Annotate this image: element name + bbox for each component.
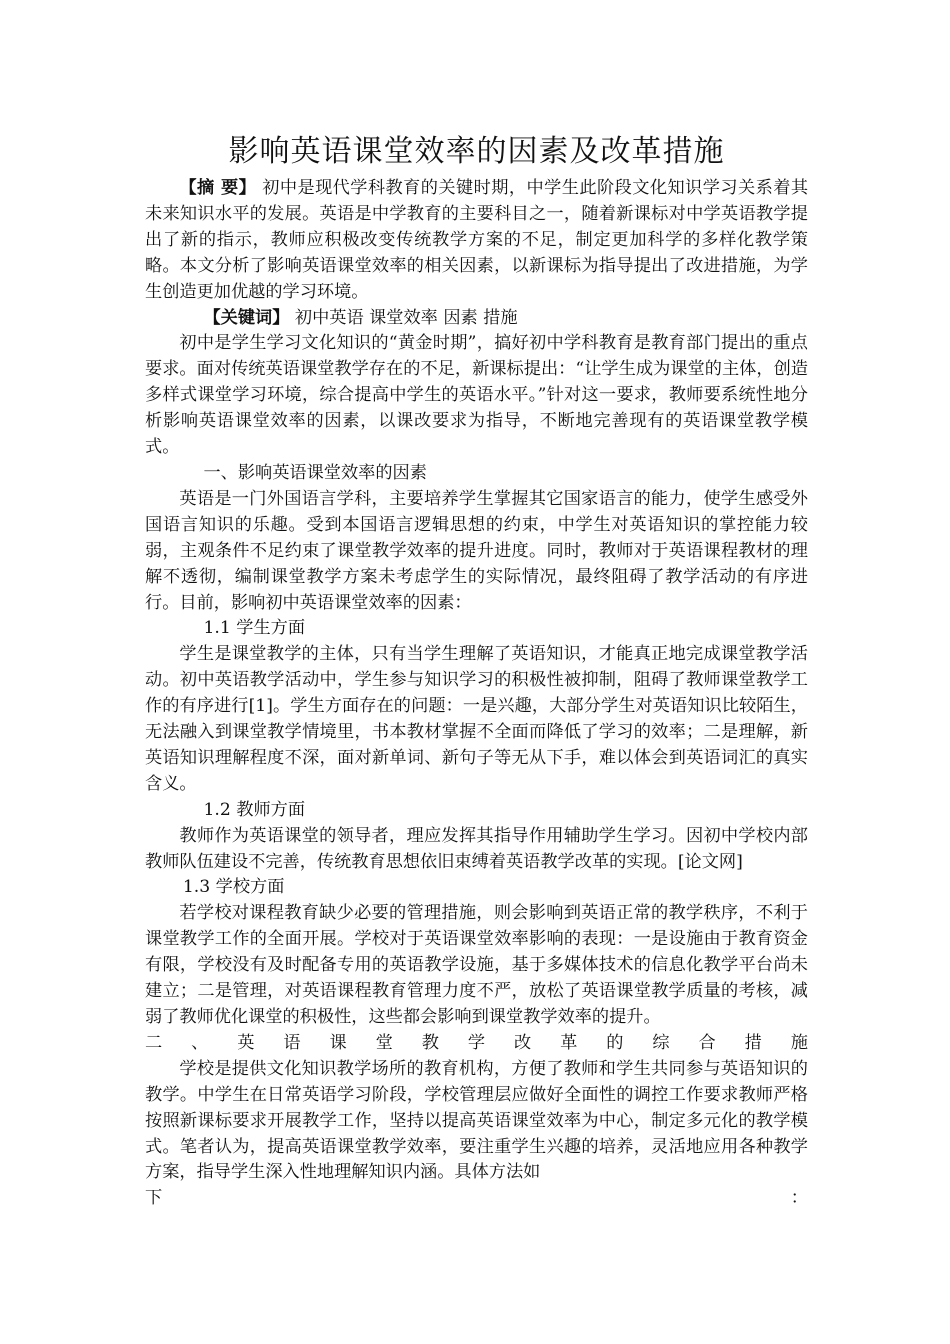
abstract-label: 【摘 要】 (179, 178, 257, 198)
sub1-2-text: 教师作为英语课堂的领导者，理应发挥其指导作用辅助学生学习。因初中学校内部教师队伍建设不完善，传统教育思想依旧束缚着英语教学改革的实现。 (145, 825, 808, 872)
section1-paragraph: 英语是一门外国语言学科，主要培养学生掌握其它国家语言的能力，使学生感受外国语言知识的乐趣。受到本国语言逻辑思想的约束，中学生对英语知识的掌控能力较弱，主观条件不足约束了课堂教学效率的提升进度。同时，教师对于英语课程教材的理解不透彻，编制课堂教学方案未考虑学生的实际情况，最终阻碍了教学活动的有序进行。目前，影响初中英语课堂效率的因素： (145, 488, 808, 613)
section2-heading: 二、英语课堂教学改革的综合措施 (145, 1032, 808, 1053)
sub1-3-paragraph: 若学校对课程教育缺少必要的管理措施，则会影响到英语正常的教学秩序，不利于课堂教学工作的全面开展。学校对于英语课堂效率影响的表现：一是设施由于教育资金有限，学校没有及时配备专用的英语教学设施，基于多媒体技术的信息化教学平台尚未建立；二是管理，对英语课程教育管理力度不严，放松了英语课堂教学质量的考核，减弱了教师优化课堂的积极性，这些都会影响到课堂教学效率的提升。 (145, 903, 808, 1027)
sub1-2-paragraph (145, 824, 808, 876)
section2-paragraph: 学校是提供文化知识教学场所的教育机构，方便了教师和学生共同参与英语知识的教学。中学生在日常英语学习阶段，学校管理层应做好全面性的调控工作要求教师严格按照新课标要求开展教学工作，坚持以提高英语课堂效率为中心，制定多元化的教学模式。笔者认为，提高英语课堂教学效率，要注重学生兴趣的培养，灵活地应用各种教学方案，指导学生深入性地理解知识内涵。具体方法如 (145, 1058, 808, 1183)
abstract-paragraph (145, 176, 808, 306)
section1-heading: 一、影响英语课堂效率的因素 (203, 462, 427, 483)
document-page (145, 130, 808, 1212)
sub1-1-heading: 1.1 学生方面 (203, 618, 306, 639)
sub1-2-heading: 1.2 教师方面 (203, 799, 306, 820)
document-title: 影响英语课堂效率的因素及改革措施 (228, 134, 725, 169)
section2-last-line (145, 1186, 808, 1212)
keywords-text: 初中英语 课堂效率 因素 措施 (294, 307, 518, 328)
section2-tail-left: 下 (145, 1188, 163, 1209)
source-note: [论文网] (677, 851, 743, 872)
sub1-3-heading: 1.3 学校方面 (182, 877, 285, 898)
sub1-1-paragraph: 学生是课堂教学的主体，只有当学生理解了英语知识，才能真正地完成课堂教学活动。初中英语教学活动中，学生参与知识学习的积极性被抑制，阻碍了教师课堂教学工作的有序进行[1]。学生方面存在的问题：一是兴趣，大部分学生对英语知识比较陌生，无法融入到课堂教学情境里，书本教材掌握不全面而降低了学习的效率；二是理解，新英语知识理解程度不深，面对新单词、新句子等无从下手，难以体会到英语词汇的真实含义。 (145, 644, 808, 794)
keywords-paragraph (145, 306, 808, 332)
abstract-text: 初中是现代学科教育的关键时期，中学生此阶段文化知识学习关系着其未来知识水平的发展。英语是中学教育的主要科目之一，随着新课标对中学英语教学提出了新的指示，教师应积极改变传统教学方案的不足，制定更加科学的多样化教学策略。本文分析了影响英语课堂效率的相关因素，以新课标为指导提出了改进措施，为学生创造更加优越的学习环境。 (145, 178, 809, 302)
section2-tail-right: ： (790, 1188, 808, 1209)
keywords-label: 【关键词】 (203, 307, 290, 328)
intro-paragraph: 初中是学生学习文化知识的“黄金时期”，搞好初中学科教育是教育部门提出的重点要求。面对传统英语课堂教学存在的不足，新课标提出：“让学生成为课堂的主体，创造多样式课堂学习环境，综合提高中学生的英语水平。”针对这一要求，教师要系统性地分析影响英语课堂效率的因素，以课改要求为指导，不断地完善现有的英语课堂教学模式。 (145, 333, 808, 458)
